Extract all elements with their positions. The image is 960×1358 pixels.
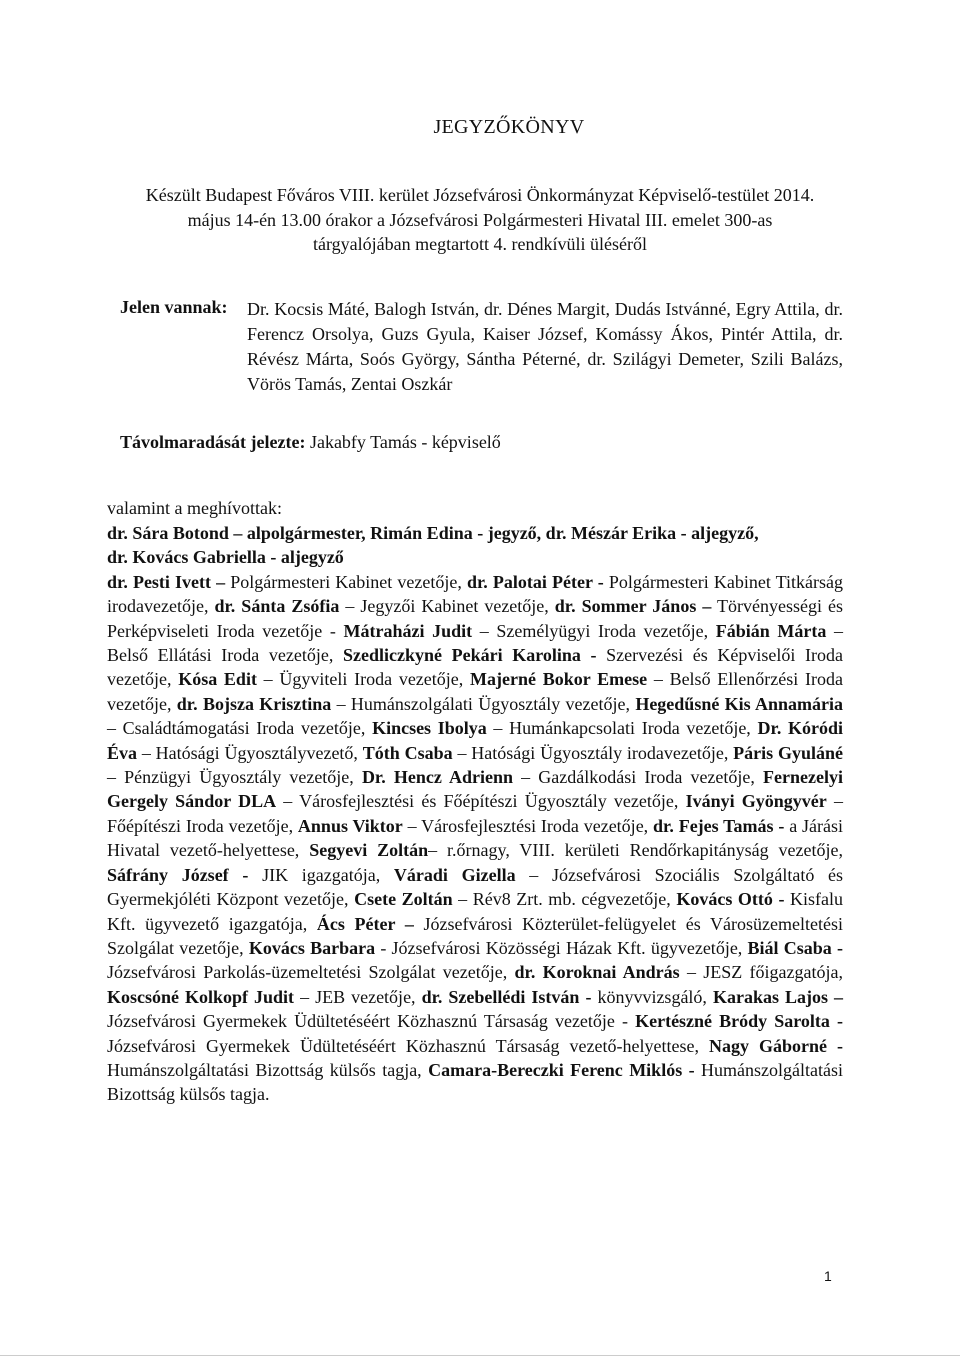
invited-role: – Személyügyi Iroda vezetője, [472,620,716,641]
intro-line-1: Készült Budapest Főváros VIII. kerület Józsefvárosi Önkormányzat Képviselő-testület 2014. [145,185,815,205]
invited-role: Törvényességi és Perképviseleti Iroda vezetője - [107,596,843,641]
absent-text: Jakabfy Tamás - képviselő [305,432,501,452]
invited-person: Dr. Hencz Adrienn [361,767,514,788]
invited-role: Józsefvárosi Közterület-felügyelet és Városüzemeltetési Szolgálat vezetője, [107,913,843,958]
invited-role: – r.őrnagy, VIII. kerületi Rendőrkapitányság vezetője, [428,840,843,861]
invited-role: könyvvizsgáló, [591,986,713,1007]
invited-person: Fernezelyi Gergely Sándor DLA [107,767,843,812]
invited-role: JIK igazgatója, [248,864,394,885]
invited-role: – Gazdálkodási Iroda vezetője, [513,767,764,788]
document-title: JEGYZŐKÖNYV [433,116,585,138]
invited-p1-line-1: dr. Sára Botond – alpolgármester, Rimán Edina - jegyző, dr. Mészár Erika - aljegyző, [107,523,759,543]
invited-person: Szedliczkyné Pekári Karolina - [342,645,597,666]
invited-role: – Városfejlesztési és Főépítészi Ügyosztály vezetője, [276,791,686,812]
invited-person: Dr. Kóródi Éva [107,718,843,763]
invited-person: Fábián Márta [715,620,827,641]
invited-person: Biál Csaba - [747,937,843,958]
invited-person: Sáfrány József - [107,864,249,885]
invited-person: Camara-Bereczki Ferenc Miklós - [428,1059,695,1080]
invited-person: dr. Fejes Tamás - [653,815,785,836]
intro-paragraph [120,183,840,257]
invited-role: – Humánkapcsolati Iroda vezetője, [486,718,758,739]
invited-person: Kovács Barbara [248,937,376,958]
present-names: Dr. Kocsis Máté, Balogh István, dr. Dénes Margit, Dudás Istvánné, Egry Attila, dr. Ferencz Orsolya, Guzs Gyula, Kaiser József, Komássy Ákos, Pintér Attila, dr. Révész Márta, Soós György, Sántha Péterné, dr. Szilágyi Demeter, Szili Balázs, Vörös Tamás, Zentai Oszkár [247,299,843,394]
present-label: Jelen vannak: [120,297,228,317]
invited-person: Kertészné Bródy Sarolta - [635,1011,843,1032]
invited-role: – Jegyzői Kabinet vezetője, [339,596,555,617]
invited-role: – Belső Ellenőrzési Iroda vezetője, [107,669,843,714]
intro-line-3: tárgyalójában megtartott 4. rendkívüli üléséről [312,234,648,254]
invited-role: – Városfejlesztési Iroda vezetője, [402,815,654,836]
invited-person: Csete Zoltán [354,889,453,910]
invited-role: – Hatósági Ügyosztály irodavezetője, [452,742,734,763]
invited-role: – Pénzügyi Ügyosztály vezetője, [107,767,362,788]
absent-line [120,432,840,453]
invited-p1-line-2: dr. Kovács Gabriella - aljegyző [107,547,344,568]
invited-role: – Hatósági Ügyosztályvezető, [137,742,363,763]
absent-label: Távolmaradását jelezte: [120,432,306,452]
invited-person: Annus Viktor [297,815,403,836]
invited-list [107,521,843,1107]
invited-person: Ács Péter – [316,913,414,934]
invited-person: Majerné Bokor Emese [470,669,648,690]
invited-person: dr. Koroknai András [514,962,680,983]
invited-person: Kovács Ottó - [676,889,785,910]
invited-person: dr. Bojsza Krisztina [176,693,332,714]
invited-person: Karakas Lajos – [712,986,843,1007]
invited-paragraph-1 [107,521,843,570]
invited-role: – Humánszolgálati Ügyosztály vezetője, [331,693,636,714]
invited-role: Józsefvárosi Parkolás-üzemeltetési Szolgálat vezetője, [107,962,515,983]
invited-role: Polgármesteri Kabinet Titkárság irodavezetője, [107,571,843,617]
invited-role: Józsefvárosi Gyermekek Üdültetéséért Közhasznú Társaság vezetője - [107,1011,636,1032]
invited-role: Józsefvárosi Gyermekek Üdültetéséért Közhasznú Társaság vezető-helyettese, [107,1035,709,1056]
invited-person: Kincses Ibolya [372,718,487,739]
invited-role: - Józsefvárosi Közösségi Házak Kft. ügyvezetője, [375,937,748,958]
invited-person: dr. Sommer János – [554,596,712,617]
invited-paragraph-2 [107,570,843,1107]
invited-person: Tóth Csaba [362,742,453,763]
invited-role: – JESZ főigazgatója, [679,962,843,983]
invited-role: – JEB vezetője, [294,986,422,1007]
invited-role: – Főépítészi Iroda vezetője, [107,791,844,836]
invited-person: Hegedűsné Kis Annamária [635,693,843,714]
invited-person: dr. Palotai Péter - [466,571,604,592]
invited-role: – Családtámogatási Iroda vezetője, [107,718,373,739]
invited-person: Segyevi Zoltán [309,840,429,861]
invited-person: dr. Szebellédi István - [421,986,592,1007]
invited-role: Kisfalu Kft. ügyvezető igazgatója, [107,889,843,934]
invited-intro: valamint a meghívottak: [107,498,282,518]
invited-role: Polgármesteri Kabinet vezetője, [225,571,467,592]
invited-person: Mátraházi Judit [343,620,473,641]
invited-role: – Józsefvárosi Szociális Szolgáltató és Gyermekjóléti Központ vezetője, [107,864,844,910]
invited-person: dr. Sánta Zsófia [214,596,340,617]
invited-person: Páris Gyuláné [733,742,844,763]
intro-line-2: május 14-én 13.00 órakor a Józsefvárosi Polgármesteri Hivatal III. emelet 300-as [187,209,773,230]
invited-role: Humánszolgáltatási Bizottság külsős tagja, [107,1059,429,1080]
invited-role: – Belső Ellátási Iroda vezetője, [107,620,844,666]
invited-person: Koscsóné Kolkopf Judit [107,986,295,1007]
invited-person: Iványi Gyöngyvér [685,791,827,812]
invited-role: – Rév8 Zrt. mb. cégvezetője, [452,889,677,910]
scan-edge-line [0,1355,960,1356]
invited-person: dr. Pesti Ivett – [107,571,226,592]
invited-role: Humánszolgáltatási Bizottság külsős tagja. [107,1059,843,1105]
invited-person: Váradi Gizella [393,864,516,885]
page-number: 1 [824,1268,832,1284]
invited-role: Szervezési és Képviselői Iroda vezetője, [107,645,843,690]
invited-person: Kósa Edit [178,669,257,690]
invited-person: Nagy Gáborné - [708,1035,843,1056]
invited-role: a Járási Hivatal vezető-helyettese, [107,815,843,861]
invited-role: – Ügyviteli Iroda vezetője, [256,669,471,690]
